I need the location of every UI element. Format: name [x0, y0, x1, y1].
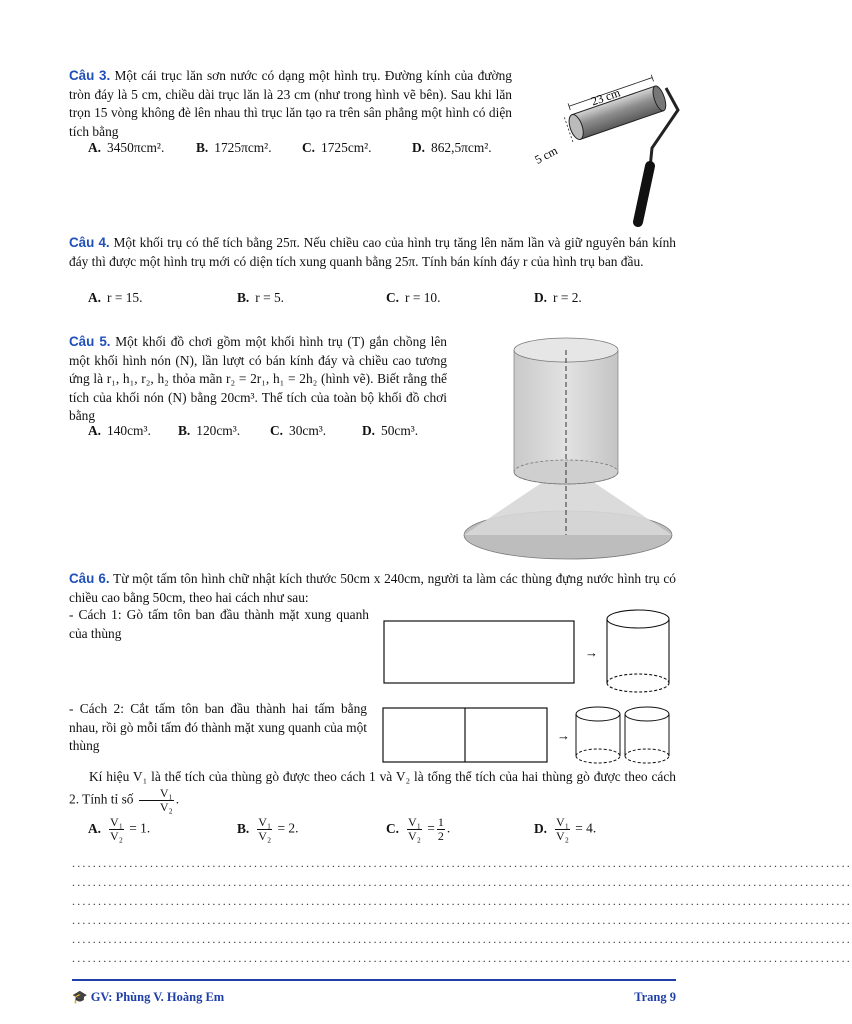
question-3-body: Một cái trục lăn sơn nước có dạng một hình trụ. Đường kính của đường tròn đáy là 5 cm, chiều dài trục lăn là 23 cm (như trong hình vẽ bên). Sau khi lăn trọn 15 vòng không đè lên nhau thì trục lăn tạo ra trên sân phẳng một hình có diện tích bằng — [69, 68, 512, 139]
footer-teacher: 🎓 GV: Phùng V. Hoàng Em — [72, 990, 225, 1004]
answer-line[interactable]: ...................................................................................................................................................... — [72, 875, 852, 889]
question-5-text — [69, 333, 447, 426]
q5-option-d[interactable]: D. 50cm³. — [362, 423, 419, 438]
method-2-figure — [380, 700, 680, 770]
question-3-label: Câu 3. — [69, 68, 111, 83]
question-4-body: Một khối trụ có thể tích bằng 25π. Nếu chiều cao của hình trụ tăng lên năm lần và giữ nguyên bán kính đáy thì được một hình trụ mới có diện tích xung quanh bằng 25π. Tính bán kính đáy r của hình trụ ban đầu. — [69, 235, 677, 269]
q3-option-c[interactable]: C. 1725cm². — [302, 140, 372, 155]
question-6-body: Từ một tấm tôn hình chữ nhật kích thước 50cm x 240cm, người ta làm các thùng đựng nước hình trụ có chiều cao bằng 50cm, theo hai cách như sau: — [69, 571, 677, 605]
arrow-icon: → — [585, 645, 598, 660]
method-2-text: - Cách 2: Cắt tấm tôn ban đầu thành hai tấm bằng nhau, rồi gò mỗi tấm đó thành mặt xung quanh của một thùng — [69, 701, 367, 753]
method-1-text: - Cách 1: Gò tấm tôn ban đầu thành mặt xung quanh của thùng — [69, 607, 369, 641]
answer-line[interactable]: ...................................................................................................................................................... — [72, 932, 852, 946]
method-1-figure — [380, 605, 680, 697]
sheet-rectangle — [384, 621, 574, 683]
question-4-text — [69, 234, 676, 271]
graduation-cap-icon: 🎓 — [72, 990, 88, 1004]
answer-line[interactable]: ...................................................................................................................................................... — [72, 951, 852, 965]
q4-option-c[interactable]: C. r = 10. — [386, 290, 441, 305]
q5-option-c[interactable]: C. 30cm³. — [270, 423, 327, 438]
question-4-label: Câu 4. — [69, 235, 110, 250]
ratio-fraction: $\frac{\text{V₁}}{\text{V₂}}$ — [139, 787, 174, 814]
q3-option-d[interactable]: D. 862,5πcm². — [412, 140, 492, 155]
page-number: Trang 9 — [634, 990, 676, 1004]
answer-line[interactable]: ...................................................................................................................................................... — [72, 913, 852, 927]
roller-diameter-label: 5 cm — [532, 143, 560, 167]
q4-option-b[interactable]: B. r = 5. — [237, 290, 285, 305]
paint-roller-figure — [520, 70, 685, 230]
answer-line[interactable]: ...................................................................................................................................................... — [72, 856, 852, 870]
q6-option-b[interactable]: B. $\frac{\text{V₁}}{\text{V₂}}$ = 2. — [237, 815, 299, 843]
q6-option-c[interactable]: C. $\frac{\text{V₁}}{\text{V₂}}$ = $\frac{1}{2}$ . — [386, 815, 451, 843]
question-3-text — [69, 67, 512, 141]
question-6-text — [69, 570, 676, 607]
arrow-icon: → — [557, 728, 570, 743]
question-6-prompt: Kí hiệu V₁ là thể tích của thùng gò được theo cách 1 và V₂ là tổng thể tích của hai thùng gò được theo cách 2. Tính tỉ số $\frac{\text{V₁}}{\text{V₂}}$ . — [69, 769, 676, 814]
footer-divider — [72, 979, 676, 981]
roller-length-label: 23 cm — [589, 85, 622, 109]
toy-cylinder-cone-figure — [460, 330, 675, 565]
q3-option-b[interactable]: B. 1725πcm². — [196, 140, 272, 155]
answer-line[interactable]: ...................................................................................................................................................... — [72, 894, 852, 908]
q4-option-a[interactable]: A. r = 15. — [88, 290, 143, 305]
q6-option-a[interactable]: A. $\frac{\text{V₁}}{\text{V₂}}$ = 1. — [88, 815, 151, 843]
q6-option-d[interactable]: D. $\frac{\text{V₁}}{\text{V₂}}$ = 4. — [534, 815, 597, 843]
question-6-label: Câu 6. — [69, 571, 110, 586]
q3-option-a[interactable]: A. 3450πcm². — [88, 140, 165, 155]
question-5-body: Một khối đồ chơi gồm một khối hình trụ (T) gắn chồng lên một khối hình nón (N), lần lượt có bán kính đáy và chiều cao tương ứng là r₁, h₁, r₂, h₂ thỏa mãn r₂ = 2r₁, h₁ = 2h₂ (hình vẽ). Biết rằng thể tích của khối nón (N) bằng 20cm³. Thể tích của toàn bộ khối đồ chơi bằng — [69, 334, 447, 423]
q5-option-a[interactable]: A. 140cm³. — [88, 423, 151, 438]
q5-option-b[interactable]: B. 120cm³. — [178, 423, 241, 438]
question-5-label: Câu 5. — [69, 334, 111, 349]
q4-option-d[interactable]: D. r = 2. — [534, 290, 582, 305]
